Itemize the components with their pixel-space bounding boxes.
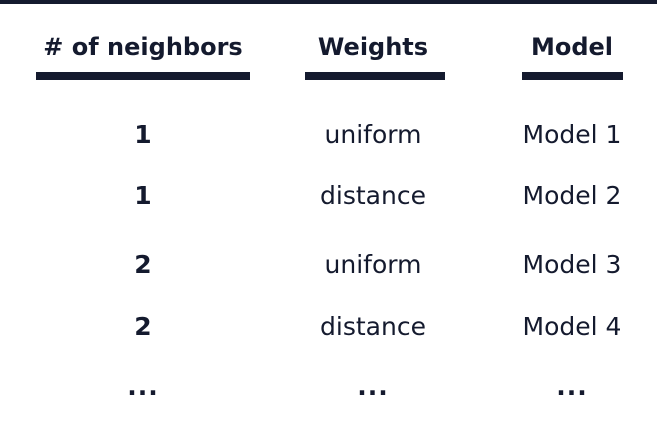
cell-model-ellipsis: ... [556, 372, 588, 401]
cell-model-row-3: Model 3 [522, 250, 622, 279]
cell-model-row-4: Model 4 [522, 312, 622, 341]
header-model-underline [522, 72, 623, 80]
top-border-line [0, 0, 657, 4]
cell-model-row-2: Model 2 [522, 181, 622, 210]
cell-model-row-1: Model 1 [522, 120, 622, 149]
header-neighbors-underline [36, 72, 250, 80]
header-weights: Weights [317, 33, 429, 61]
cell-neighbors-row-2: 1 [134, 181, 152, 210]
header-neighbors: # of neighbors [43, 33, 243, 61]
header-weights-underline [305, 72, 445, 80]
cell-weights-ellipsis: ... [357, 372, 389, 401]
cell-neighbors-ellipsis: ... [127, 372, 159, 401]
cell-neighbors-row-3: 2 [134, 250, 152, 279]
cell-weights-row-3: uniform [324, 250, 422, 279]
cell-weights-row-4: distance [320, 312, 426, 341]
header-model: Model [530, 33, 614, 61]
cell-neighbors-row-1: 1 [134, 120, 152, 149]
cell-weights-row-1: uniform [324, 120, 422, 149]
cell-neighbors-row-4: 2 [134, 312, 152, 341]
cell-weights-row-2: distance [320, 181, 426, 210]
